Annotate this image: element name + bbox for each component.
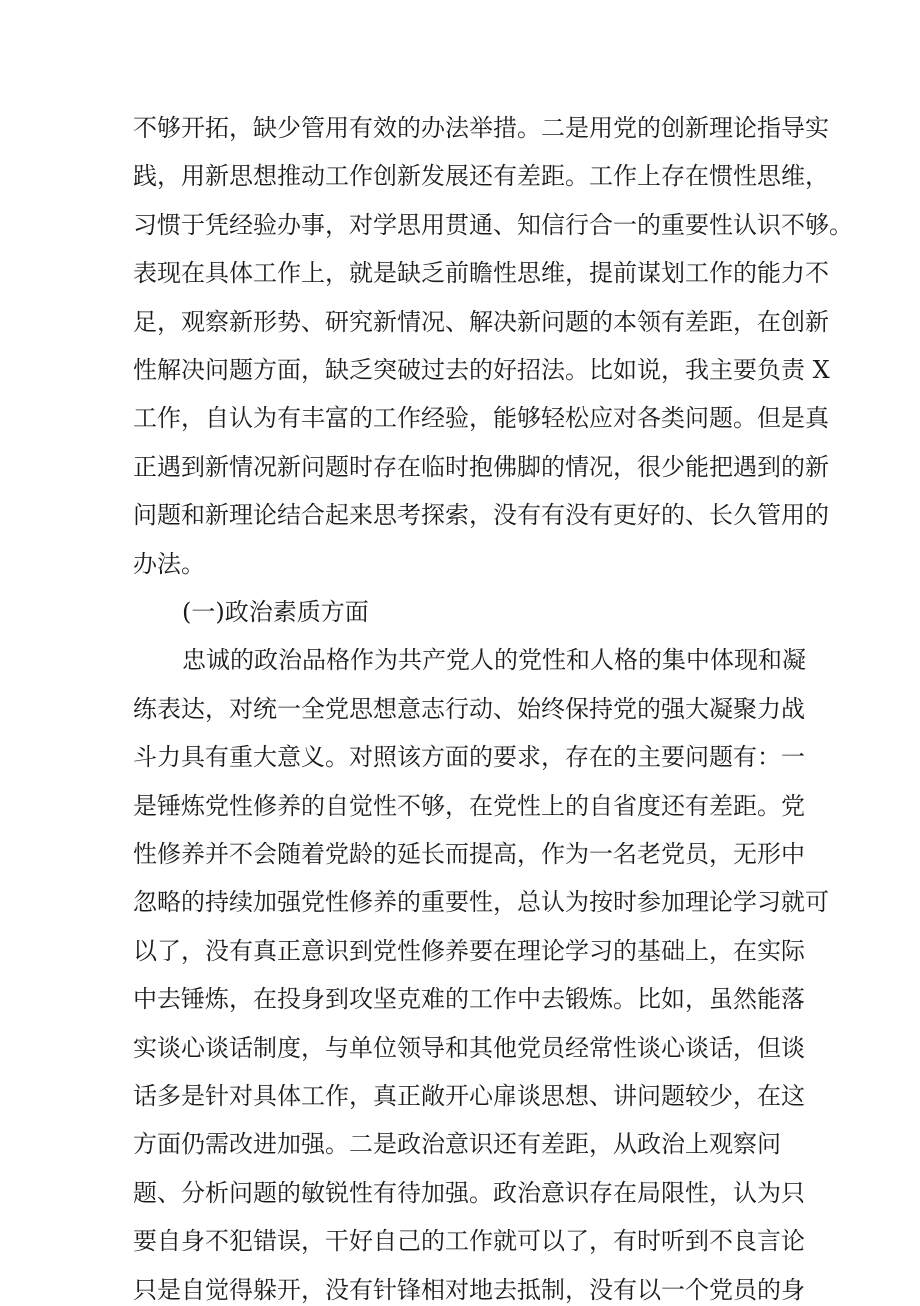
- text-line: 要自身不犯错误，干好自己的工作就可以了，有时听到不良言论: [133, 1227, 805, 1255]
- text-line: 不够开拓，缺少管用有效的办法举措。二是用党的创新理论指导实: [133, 114, 829, 142]
- text-line: 工作，自认为有丰富的工作经验，能够轻松应对各类问题。但是真: [133, 404, 829, 432]
- text-line: 办法。: [133, 550, 205, 578]
- text-line: 忠诚的政治品格作为共产党人的党性和人格的集中体现和凝: [182, 646, 806, 674]
- text-line: 性解决问题方面，缺乏突破过去的好招法。比如说，我主要负责 X: [133, 356, 830, 384]
- section-heading: (一)政治素质方面: [182, 598, 369, 626]
- text-line: 实谈心谈话制度，与单位领导和其他党员经常性谈心谈话，但谈: [133, 1034, 805, 1062]
- text-line: 中去锤炼，在投身到攻坚克难的工作中去锻炼。比如，虽然能落: [133, 985, 805, 1013]
- text-line: 方面仍需改进加强。二是政治意识还有差距，从政治上观察问: [133, 1130, 781, 1158]
- text-line: 践，用新思想推动工作创新发展还有差距。工作上存在惯性思维，: [133, 162, 829, 190]
- text-line: 练表达，对统一全党思想意志行动、始终保持党的强大凝聚力战: [133, 695, 805, 723]
- text-line: 题、分析问题的敏锐性有待加强。政治意识存在局限性，认为只: [133, 1179, 805, 1207]
- text-line: 是锤炼党性修养的自觉性不够，在党性上的自省度还有差距。党: [133, 792, 805, 820]
- text-line: 性修养并不会随着党龄的延长而提高，作为一名老党员，无形中: [133, 840, 805, 868]
- text-line: 只是自觉得躲开，没有针锋相对地去抵制，没有以一个党员的身: [133, 1276, 805, 1304]
- text-line: 足，观察新形势、研究新情况、解决新问题的本领有差距，在创新: [133, 308, 829, 336]
- text-line: 问题和新理论结合起来思考探索，没有有没有更好的、长久管用的: [133, 501, 829, 529]
- text-line: 习惯于凭经验办事，对学思用贯通、知信行合一的重要性认识不够。: [133, 211, 853, 239]
- text-line: 忽略的持续加强党性修养的重要性，总认为按时参加理论学习就可: [133, 888, 829, 916]
- text-line: 正遇到新情况新问题时存在临时抱佛脚的情况，很少能把遇到的新: [133, 453, 829, 481]
- text-line: 表现在具体工作上，就是缺乏前瞻性思维，提前谋划工作的能力不: [133, 259, 829, 287]
- text-line: 以了，没有真正意识到党性修养要在理论学习的基础上，在实际: [133, 937, 805, 965]
- text-line: 话多是针对具体工作，真正敞开心扉谈思想、讲问题较少，在这: [133, 1082, 805, 1110]
- text-line: 斗力具有重大意义。对照该方面的要求，存在的主要问题有：一: [133, 743, 805, 771]
